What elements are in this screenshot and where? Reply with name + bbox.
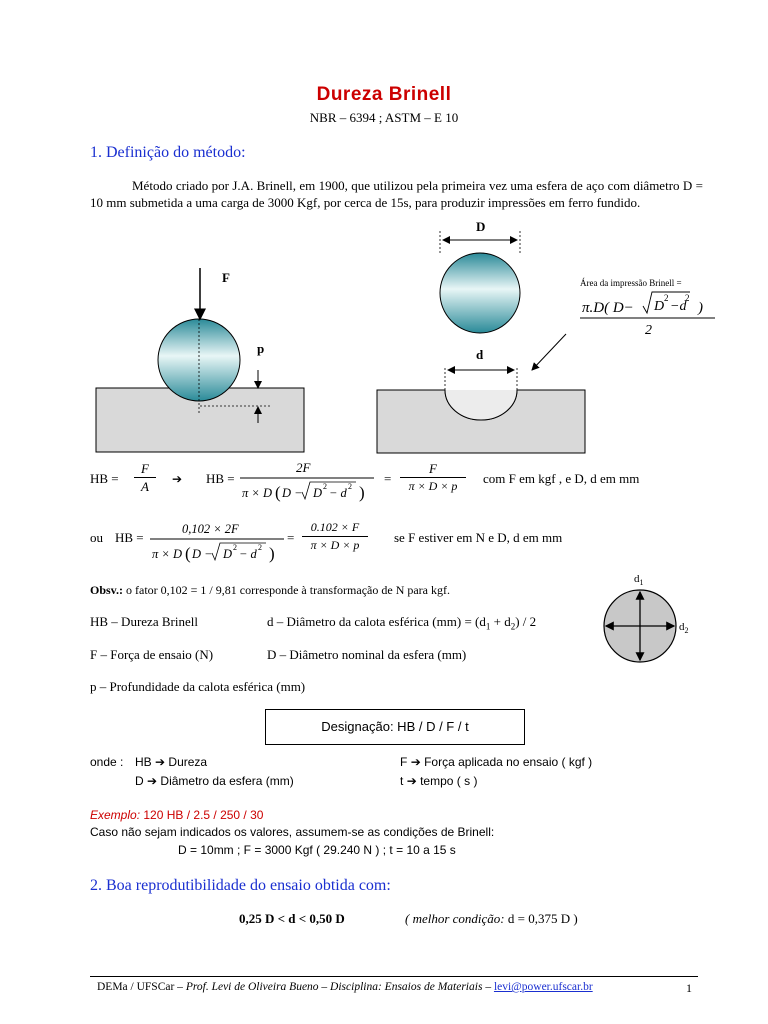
frac-pidp-2: π × D × p [310,538,360,552]
svg-text:2: 2 [664,293,669,303]
svg-text:D: D [654,299,665,314]
units-note-1: com F em kgf , e D, d em mm [483,471,640,486]
def-hb: HB – Dureza Brinell [90,614,198,629]
def-d-small: d – Diâmetro da calota esférica $(mm) = (d_1 + d_2) / 2$ [267,614,537,632]
obsv-text: o fator 0,102 = 1 / 9,81 corresponde à transformação de N para kgf. [123,583,451,597]
svg-text:D: D [223,547,233,561]
steel-ball-right [440,253,520,333]
def-f: F – Força de ensaio (N) [90,647,214,662]
brinell-test-diagram [80,220,720,460]
def-p: p – Profundidade da calota esférica (mm) [90,679,306,694]
svg-text:π × D: π × D [242,486,272,500]
arrow-icon: ➔ [410,755,421,769]
footer-email-link[interactable]: levi@power.ufscar.br [493,981,593,993]
example-line [90,808,263,822]
example-note: Caso não sejam indicados os valores, assumem-se as condições de Brinell: [90,825,495,839]
implies-arrow-icon: ➔ [172,472,183,486]
svg-text:): ) [269,544,275,563]
standards-subtitle: NBR – 6394 ; ASTM – E 10 [309,110,459,125]
ou-label: ou [90,530,103,545]
svg-text:D −: D − [282,486,303,500]
example-value: 120 HB / 2.5 / 250 / 30 [140,808,264,822]
frac-f-2: F [400,460,466,478]
hb-main-numerator: 2F [296,460,311,475]
onde-f: F ➔ Força aplicada no ensaio ( kgf ) [400,755,593,769]
indent-diameter-label: d [476,347,484,362]
svg-text:π × D: π × D [152,547,182,561]
svg-text:2: 2 [258,543,262,552]
repro-range: 0,25 D < d < 0,50 D [239,911,345,926]
observation [90,583,450,598]
section-heading-definition: 1. Definição do método: [90,144,246,161]
svg-text:− d: − d [329,486,347,500]
d2-label: $d_2$ [679,621,689,635]
fraction-0102f-over-pidp [302,519,368,554]
svg-text:2: 2 [233,543,237,552]
area-formula-numerator: π.D( D− [582,300,634,316]
fraction-f-over-pidp [400,460,466,495]
page-title: Dureza Brinell [316,84,452,105]
repro-best: ( melhor condição: d = 0,375 D ) [405,911,578,926]
svg-text:2: 2 [685,293,690,303]
d1-label: $d_1$ [634,573,644,587]
units-note-2: se F estiver em N e D, d em mm [394,530,563,545]
svg-text:2: 2 [348,482,352,491]
svg-text:(: ( [185,544,191,563]
frac-pidp: π × D × p [408,479,458,493]
svg-text:2: 2 [323,482,327,491]
area-caption: Área da impressão Brinell = [580,278,682,288]
footer-divider [90,976,698,977]
footer: DEMa / UFSCar – Prof. Levi de Oliveira Bueno – Disciplina: Ensaios de Materiais – levi@power.ufscar.br [97,981,593,993]
svg-text:D −: D − [192,547,213,561]
intro-paragraph [90,177,703,211]
designation-box: Designação: HB / D / F / t [265,709,525,745]
hb-formula-newton [148,517,288,565]
onde-hb: HB ➔ Dureza [135,755,208,769]
obsv-label: Obsv.: [90,583,124,597]
frac-a: A [141,479,149,494]
hb-label-1: HB = [90,471,119,486]
arrow-icon: ➔ [406,774,417,788]
svg-text:): ) [359,483,365,502]
svg-text:−d: −d [670,299,687,314]
hb-label-3: HB = [115,530,144,545]
svg-text:): ) [698,300,703,316]
frac-f: F [134,460,156,478]
arrow-icon: ➔ [155,755,166,769]
indentation-diameters-diagram [600,568,700,668]
svg-text:(: ( [275,483,281,502]
example-label: Exemplo: [90,808,141,822]
area-formula-denominator: 2 [645,323,652,338]
ball-diameter-label: D [476,220,486,234]
equals-2: = [287,530,295,545]
def-d-big: D – Diâmetro nominal da esfera (mm) [267,647,467,662]
section-heading-reproducibility: 2. Boa reprodutibilidade do ensaio obtida com: [90,877,391,894]
svg-text:D: D [313,486,323,500]
depth-label: p [257,341,265,356]
intro-text: Método criado por J.A. Brinell, em 1900, que utilizou pela primeira vez uma esfera de aço com diâmetro D = 10 mm submetida a uma carga de 3000 Kgf, por cerca de 15s, para produzir impressões em ferro fundido. [90,178,703,210]
equals-1: = [384,471,392,486]
arrow-icon: ➔ [147,774,158,788]
onde-t: t ➔ tempo ( s ) [400,774,478,788]
force-label: F [222,270,230,285]
fraction-f-over-a [134,460,156,495]
onde-prefix: onde : [90,755,124,769]
impression-pointer-arrow [532,334,566,370]
frac-0102f: 0.102 × F [302,519,368,537]
hb-newton-numerator: 0,102 × 2F [182,522,239,536]
svg-text:− d: − d [239,547,257,561]
hb-formula-main [238,456,378,504]
example-conditions: D = 10mm ; F = 3000 Kgf ( 29.240 N ) ; t = 10 a 15 s [178,843,456,857]
hb-label-2: HB = [206,471,235,486]
onde-d: D ➔ Diâmetro da esfera (mm) [135,774,294,788]
page-number: 1 [686,981,692,995]
